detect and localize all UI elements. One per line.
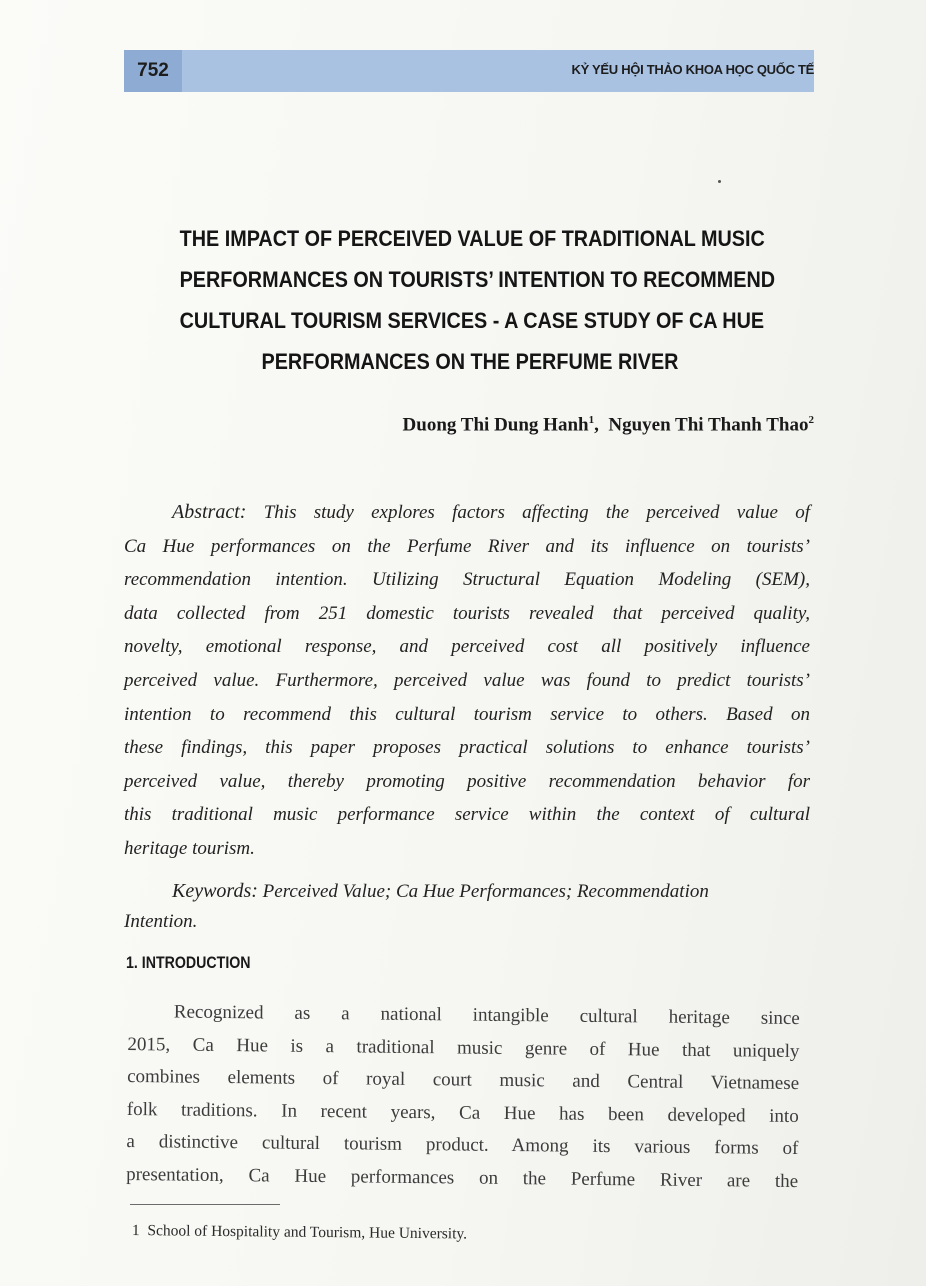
body-line: presentation, Ca Hue performances on the Perfume River are the <box>126 1163 799 1192</box>
abstract-line: this traditional music performance service within the context of cultural <box>124 804 810 826</box>
keywords-line: Intention. <box>124 911 198 932</box>
footnote-text: School of Hospitality and Tourism, Hue University. <box>147 1222 468 1243</box>
body-line: a distinctive cultural tourism product. Among its various forms of <box>126 1131 799 1160</box>
paper-speck <box>718 180 721 183</box>
body-line: folk traditions. In recent years, Ca Hue has been developed into <box>126 1098 799 1127</box>
body-line: combines elements of royal court music and Central Vietnamese <box>127 1066 800 1095</box>
abstract-line: intention to recommend this cultural tourism service to others. Based on <box>124 703 810 725</box>
abstract-text: This study explores factors affecting the perceived value of <box>263 502 810 523</box>
body-line: 2015, Ca Hue is a traditional music genre of Hue that uniquely <box>127 1033 800 1062</box>
title-line: PERFORMANCES ON THE PERFUME RIVER <box>261 349 679 374</box>
keywords-text: Perceived Value; Ca Hue Performances; Recommendation <box>262 881 709 902</box>
body-line: Recognized as a national intangible cultural heritage since <box>173 1001 800 1030</box>
footnote-divider <box>130 1204 280 1205</box>
abstract-line: data collected from 251 domestic tourists revealed that perceived quality, <box>124 602 810 624</box>
keywords-line <box>124 876 810 907</box>
abstract-line: recommendation intention. Utilizing Structural Equation Modeling (SEM), <box>124 569 810 591</box>
abstract-line: heritage tourism. <box>124 837 255 859</box>
page-number: 752 <box>124 50 182 92</box>
footnote <box>132 1222 467 1244</box>
author-name: Duong Thi Dung Hanh <box>402 414 589 436</box>
author-affiliation-marker: 2 <box>808 414 814 426</box>
title-line: PERFORMANCES ON TOURISTS’ INTENTION TO RECOMMEND <box>179 267 776 292</box>
abstract-line: novelty, emotional response, and perceived cost all positively influence <box>124 636 810 658</box>
keywords-label: Keywords: <box>172 880 258 902</box>
abstract-line: these findings, this paper proposes practical solutions to enhance tourists’ <box>124 737 810 759</box>
abstract-label: Abstract: <box>172 501 247 523</box>
footnote-marker: 1 <box>131 1222 140 1240</box>
title-line: CULTURAL TOURISM SERVICES - A CASE STUDY OF CA HUE <box>179 308 765 333</box>
abstract-line <box>124 496 810 530</box>
keywords <box>124 876 810 937</box>
introduction-text <box>126 996 800 1199</box>
title-line: THE IMPACT OF PERCEIVED VALUE OF TRADITIONAL MUSIC <box>179 226 765 251</box>
author-affiliation-marker: 1 <box>588 414 595 426</box>
abstract-line: Ca Hue performances on the Perfume River and its influence on tourists’ <box>124 535 810 557</box>
abstract-line: perceived value, thereby promoting positive recommendation behavior for <box>124 770 810 792</box>
author-list: Duong Thi Dung Hanh$^1$, Nguyen Thi Thanh Thao$^2$ <box>402 414 814 436</box>
author-name: Nguyen Thi Thanh Thao <box>608 414 809 436</box>
section-heading: 1. INTRODUCTION <box>126 954 251 972</box>
abstract <box>124 496 810 866</box>
abstract-line: perceived value. Furthermore, perceived value was found to predict tourists’ <box>124 669 810 691</box>
running-title: KỶ YẾU HỘI THẢO KHOA HỌC QUỐC TẾ <box>571 62 814 77</box>
paper-title <box>179 218 776 382</box>
